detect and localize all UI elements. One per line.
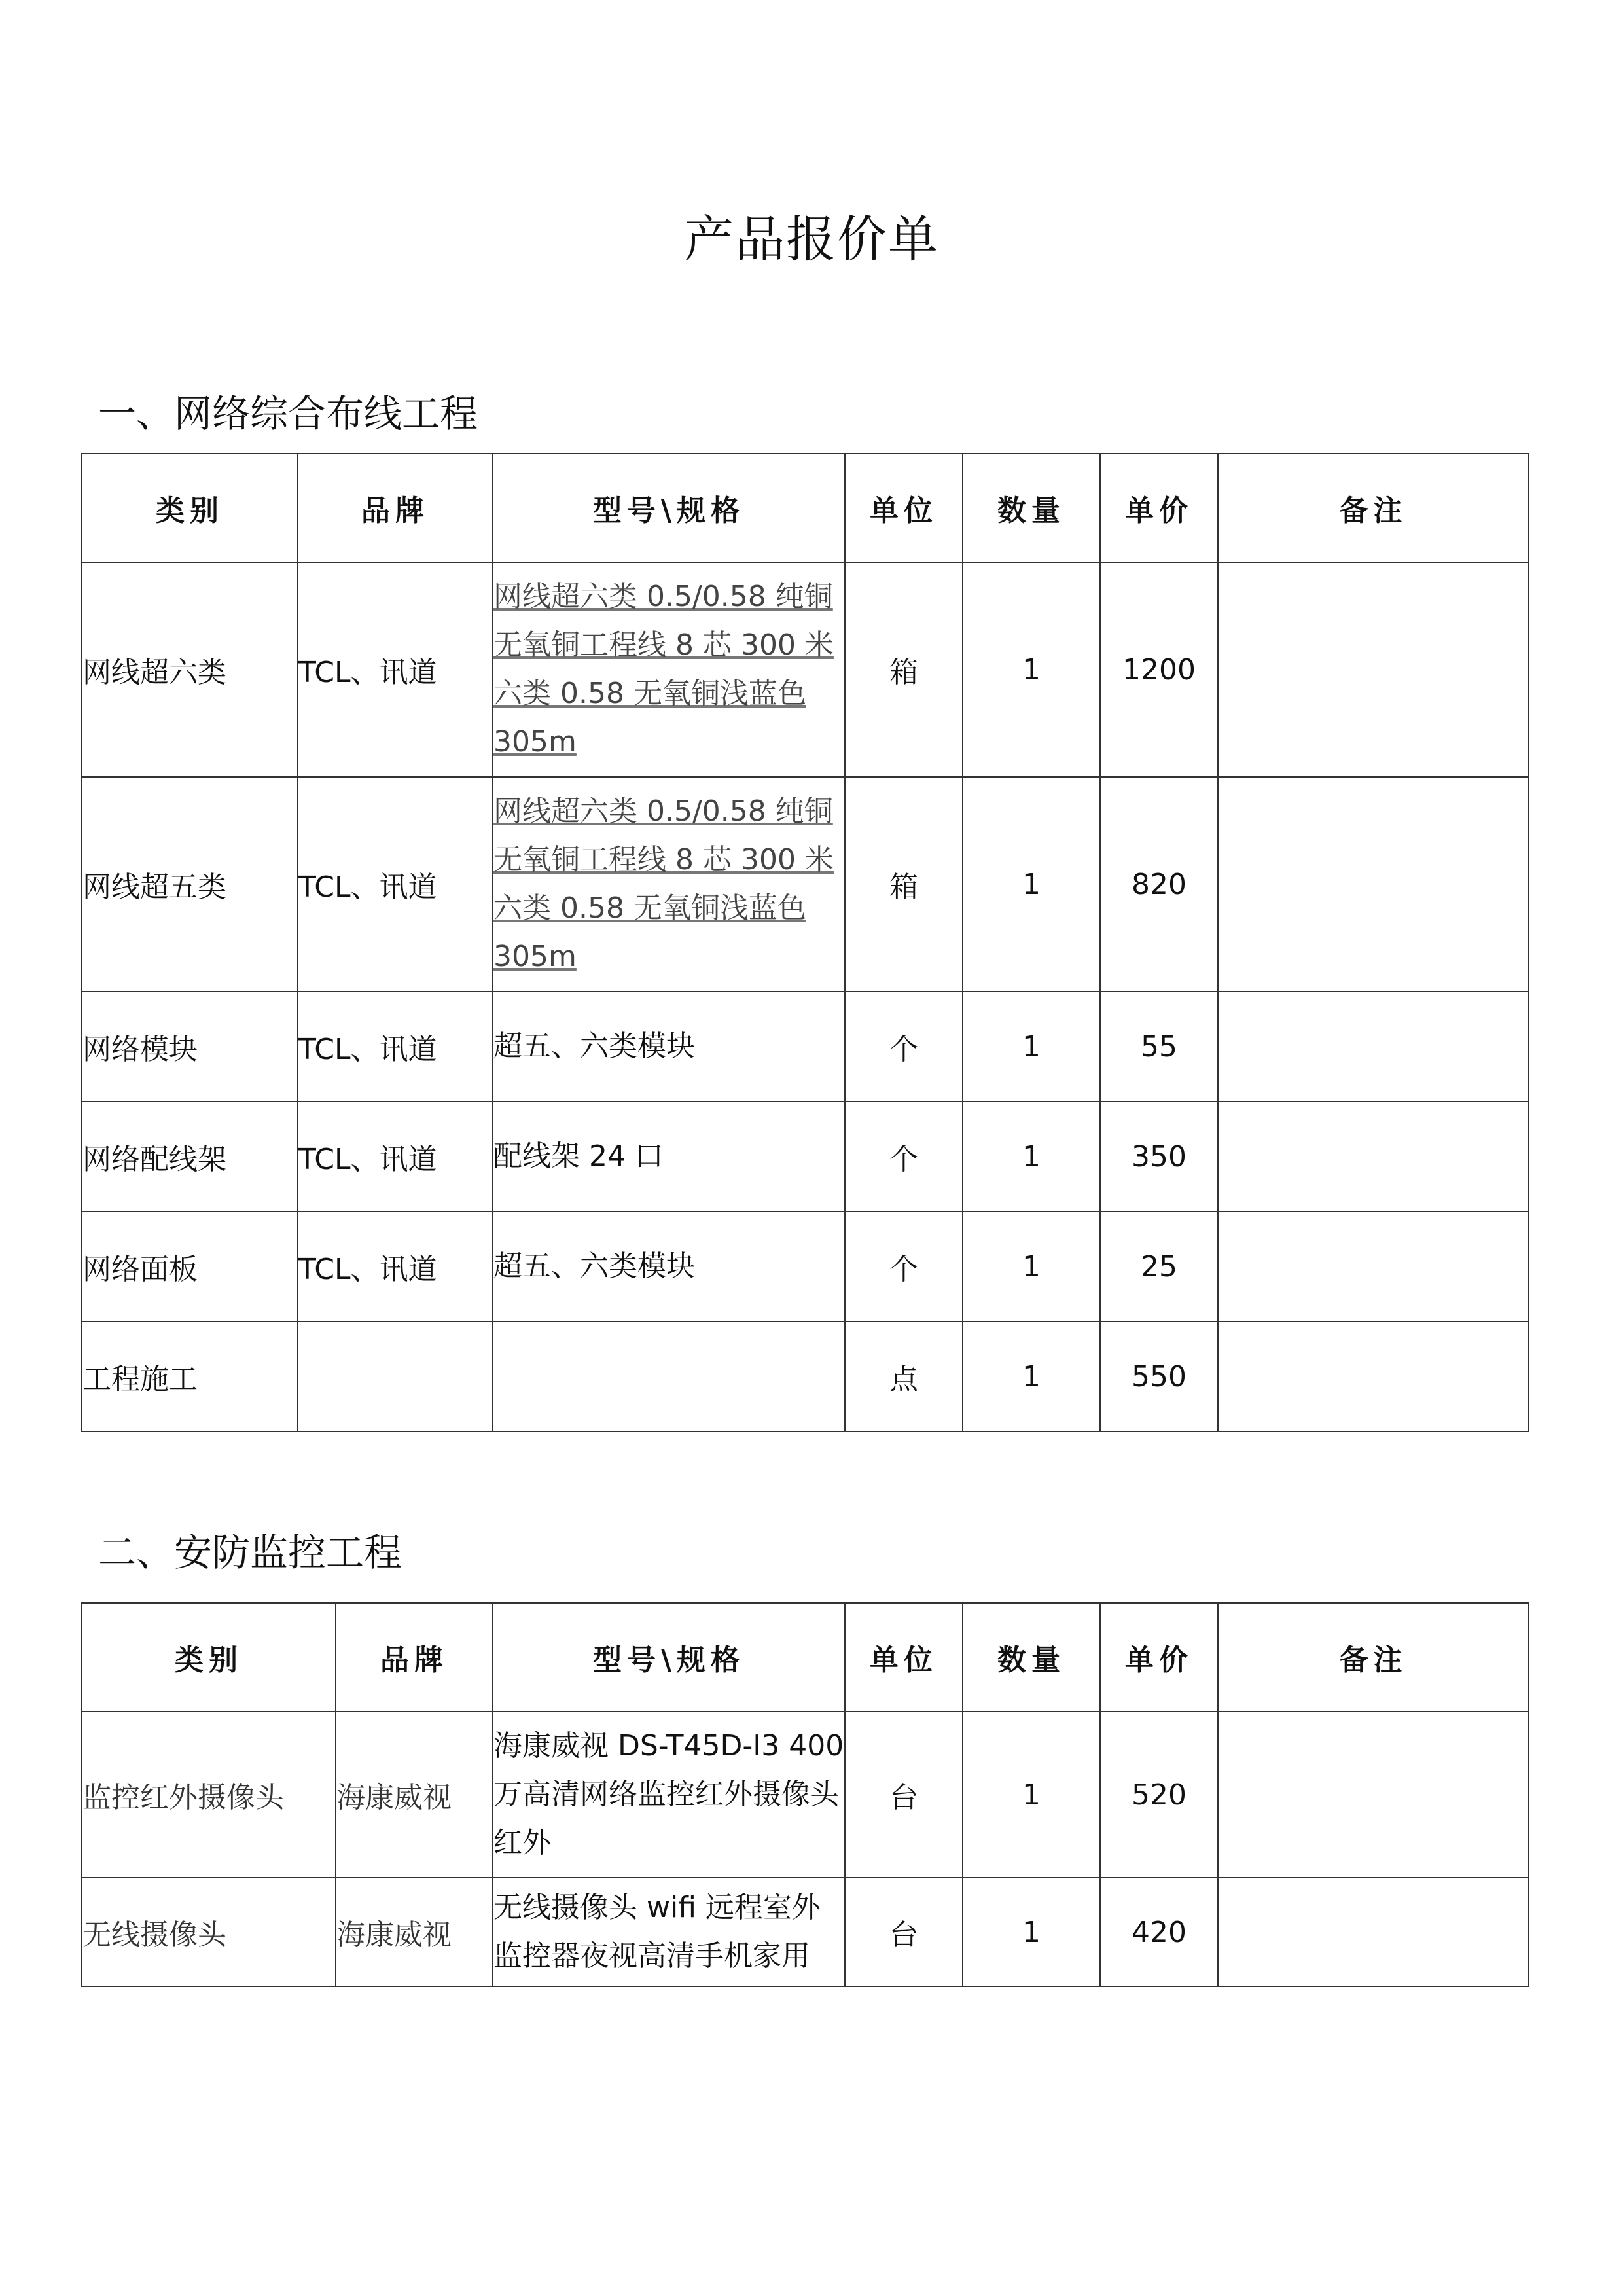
cell-unit: 点	[845, 1321, 963, 1431]
cell-brand: TCL、讯道	[298, 777, 493, 992]
cell-spec	[493, 1321, 845, 1431]
table-header-row	[82, 1603, 1529, 1712]
cell-brand: TCL、讯道	[298, 992, 493, 1102]
table-row	[82, 1102, 1529, 1211]
cell-qty: 1	[963, 1102, 1100, 1211]
table-row	[82, 1712, 1529, 1878]
header-qty: 数量	[963, 454, 1100, 562]
cell-note	[1218, 1878, 1529, 1986]
cell-category: 网线超五类	[82, 777, 298, 992]
cell-category: 工程施工	[82, 1321, 298, 1431]
surveillance-quote-table	[81, 1602, 1529, 1987]
cell-category: 监控红外摄像头	[82, 1712, 336, 1878]
header-category: 类别	[82, 454, 298, 562]
cell-brand: TCL、讯道	[298, 562, 493, 777]
cell-qty: 1	[963, 992, 1100, 1102]
table-row	[82, 1211, 1529, 1321]
cell-unit: 个	[845, 1102, 963, 1211]
cell-price: 820	[1100, 777, 1218, 992]
cell-price: 350	[1100, 1102, 1218, 1211]
section-heading-surveillance: 二、安防监控工程	[98, 1530, 402, 1575]
table-row	[82, 992, 1529, 1102]
cell-note	[1218, 1321, 1529, 1431]
cell-category: 无线摄像头	[82, 1878, 336, 1986]
cell-price: 550	[1100, 1321, 1218, 1431]
cell-note	[1218, 562, 1529, 777]
cell-qty: 1	[963, 1878, 1100, 1986]
cell-qty: 1	[963, 1321, 1100, 1431]
header-qty: 数量	[963, 1603, 1100, 1712]
cell-category: 网络模块	[82, 992, 298, 1102]
header-unit: 单位	[845, 454, 963, 562]
cell-brand	[298, 1321, 493, 1431]
document-title: 产品报价单	[684, 210, 939, 268]
cell-price: 55	[1100, 992, 1218, 1102]
cell-spec: 超五、六类模块	[493, 992, 845, 1102]
cell-spec: 配线架 24 口	[493, 1102, 845, 1211]
table-header-row	[82, 454, 1529, 562]
section-heading-cabling: 一、网络综合布线工程	[98, 391, 478, 436]
header-brand: 品牌	[298, 454, 493, 562]
table-row	[82, 777, 1529, 992]
cell-unit: 箱	[845, 562, 963, 777]
cell-note	[1218, 1211, 1529, 1321]
header-price: 单价	[1100, 454, 1218, 562]
cell-price: 1200	[1100, 562, 1218, 777]
cell-unit: 台	[845, 1712, 963, 1878]
cell-category: 网络面板	[82, 1211, 298, 1321]
table-row	[82, 1878, 1529, 1986]
cell-unit: 个	[845, 1211, 963, 1321]
cabling-quote-table	[81, 453, 1529, 1432]
cell-category: 网线超六类	[82, 562, 298, 777]
cell-category: 网络配线架	[82, 1102, 298, 1211]
cell-note	[1218, 992, 1529, 1102]
header-note: 备注	[1218, 1603, 1529, 1712]
header-brand: 品牌	[336, 1603, 493, 1712]
cell-brand: 海康威视	[336, 1712, 493, 1878]
header-spec: 型号\规格	[493, 454, 845, 562]
cell-unit: 个	[845, 992, 963, 1102]
cell-qty: 1	[963, 562, 1100, 777]
header-price: 单价	[1100, 1603, 1218, 1712]
cell-unit: 台	[845, 1878, 963, 1986]
header-spec: 型号\规格	[493, 1603, 845, 1712]
cell-price: 25	[1100, 1211, 1218, 1321]
cell-brand: TCL、讯道	[298, 1211, 493, 1321]
cell-qty: 1	[963, 1712, 1100, 1878]
header-category: 类别	[82, 1603, 336, 1712]
cell-spec-link[interactable]: 网线超六类 0.5/0.58 纯铜无氧铜工程线 8 芯 300 米六类 0.58 无氧铜浅蓝色 305m	[493, 777, 845, 992]
cell-note	[1218, 1102, 1529, 1211]
cell-brand: TCL、讯道	[298, 1102, 493, 1211]
cell-spec: 无线摄像头 wifi 远程室外监控器夜视高清手机家用	[493, 1878, 845, 1986]
cell-price: 420	[1100, 1878, 1218, 1986]
header-unit: 单位	[845, 1603, 963, 1712]
cell-spec: 海康威视 DS-T45D-I3 400 万高清网络监控红外摄像头红外	[493, 1712, 845, 1878]
header-note: 备注	[1218, 454, 1529, 562]
cell-note	[1218, 777, 1529, 992]
table-row	[82, 562, 1529, 777]
cell-spec: 超五、六类模块	[493, 1211, 845, 1321]
cell-price: 520	[1100, 1712, 1218, 1878]
cell-qty: 1	[963, 1211, 1100, 1321]
table-row	[82, 1321, 1529, 1431]
cell-spec-link[interactable]: 网线超六类 0.5/0.58 纯铜无氧铜工程线 8 芯 300 米六类 0.58 无氧铜浅蓝色 305m	[493, 562, 845, 777]
cell-unit: 箱	[845, 777, 963, 992]
cell-brand: 海康威视	[336, 1878, 493, 1986]
cell-note	[1218, 1712, 1529, 1878]
cell-qty: 1	[963, 777, 1100, 992]
